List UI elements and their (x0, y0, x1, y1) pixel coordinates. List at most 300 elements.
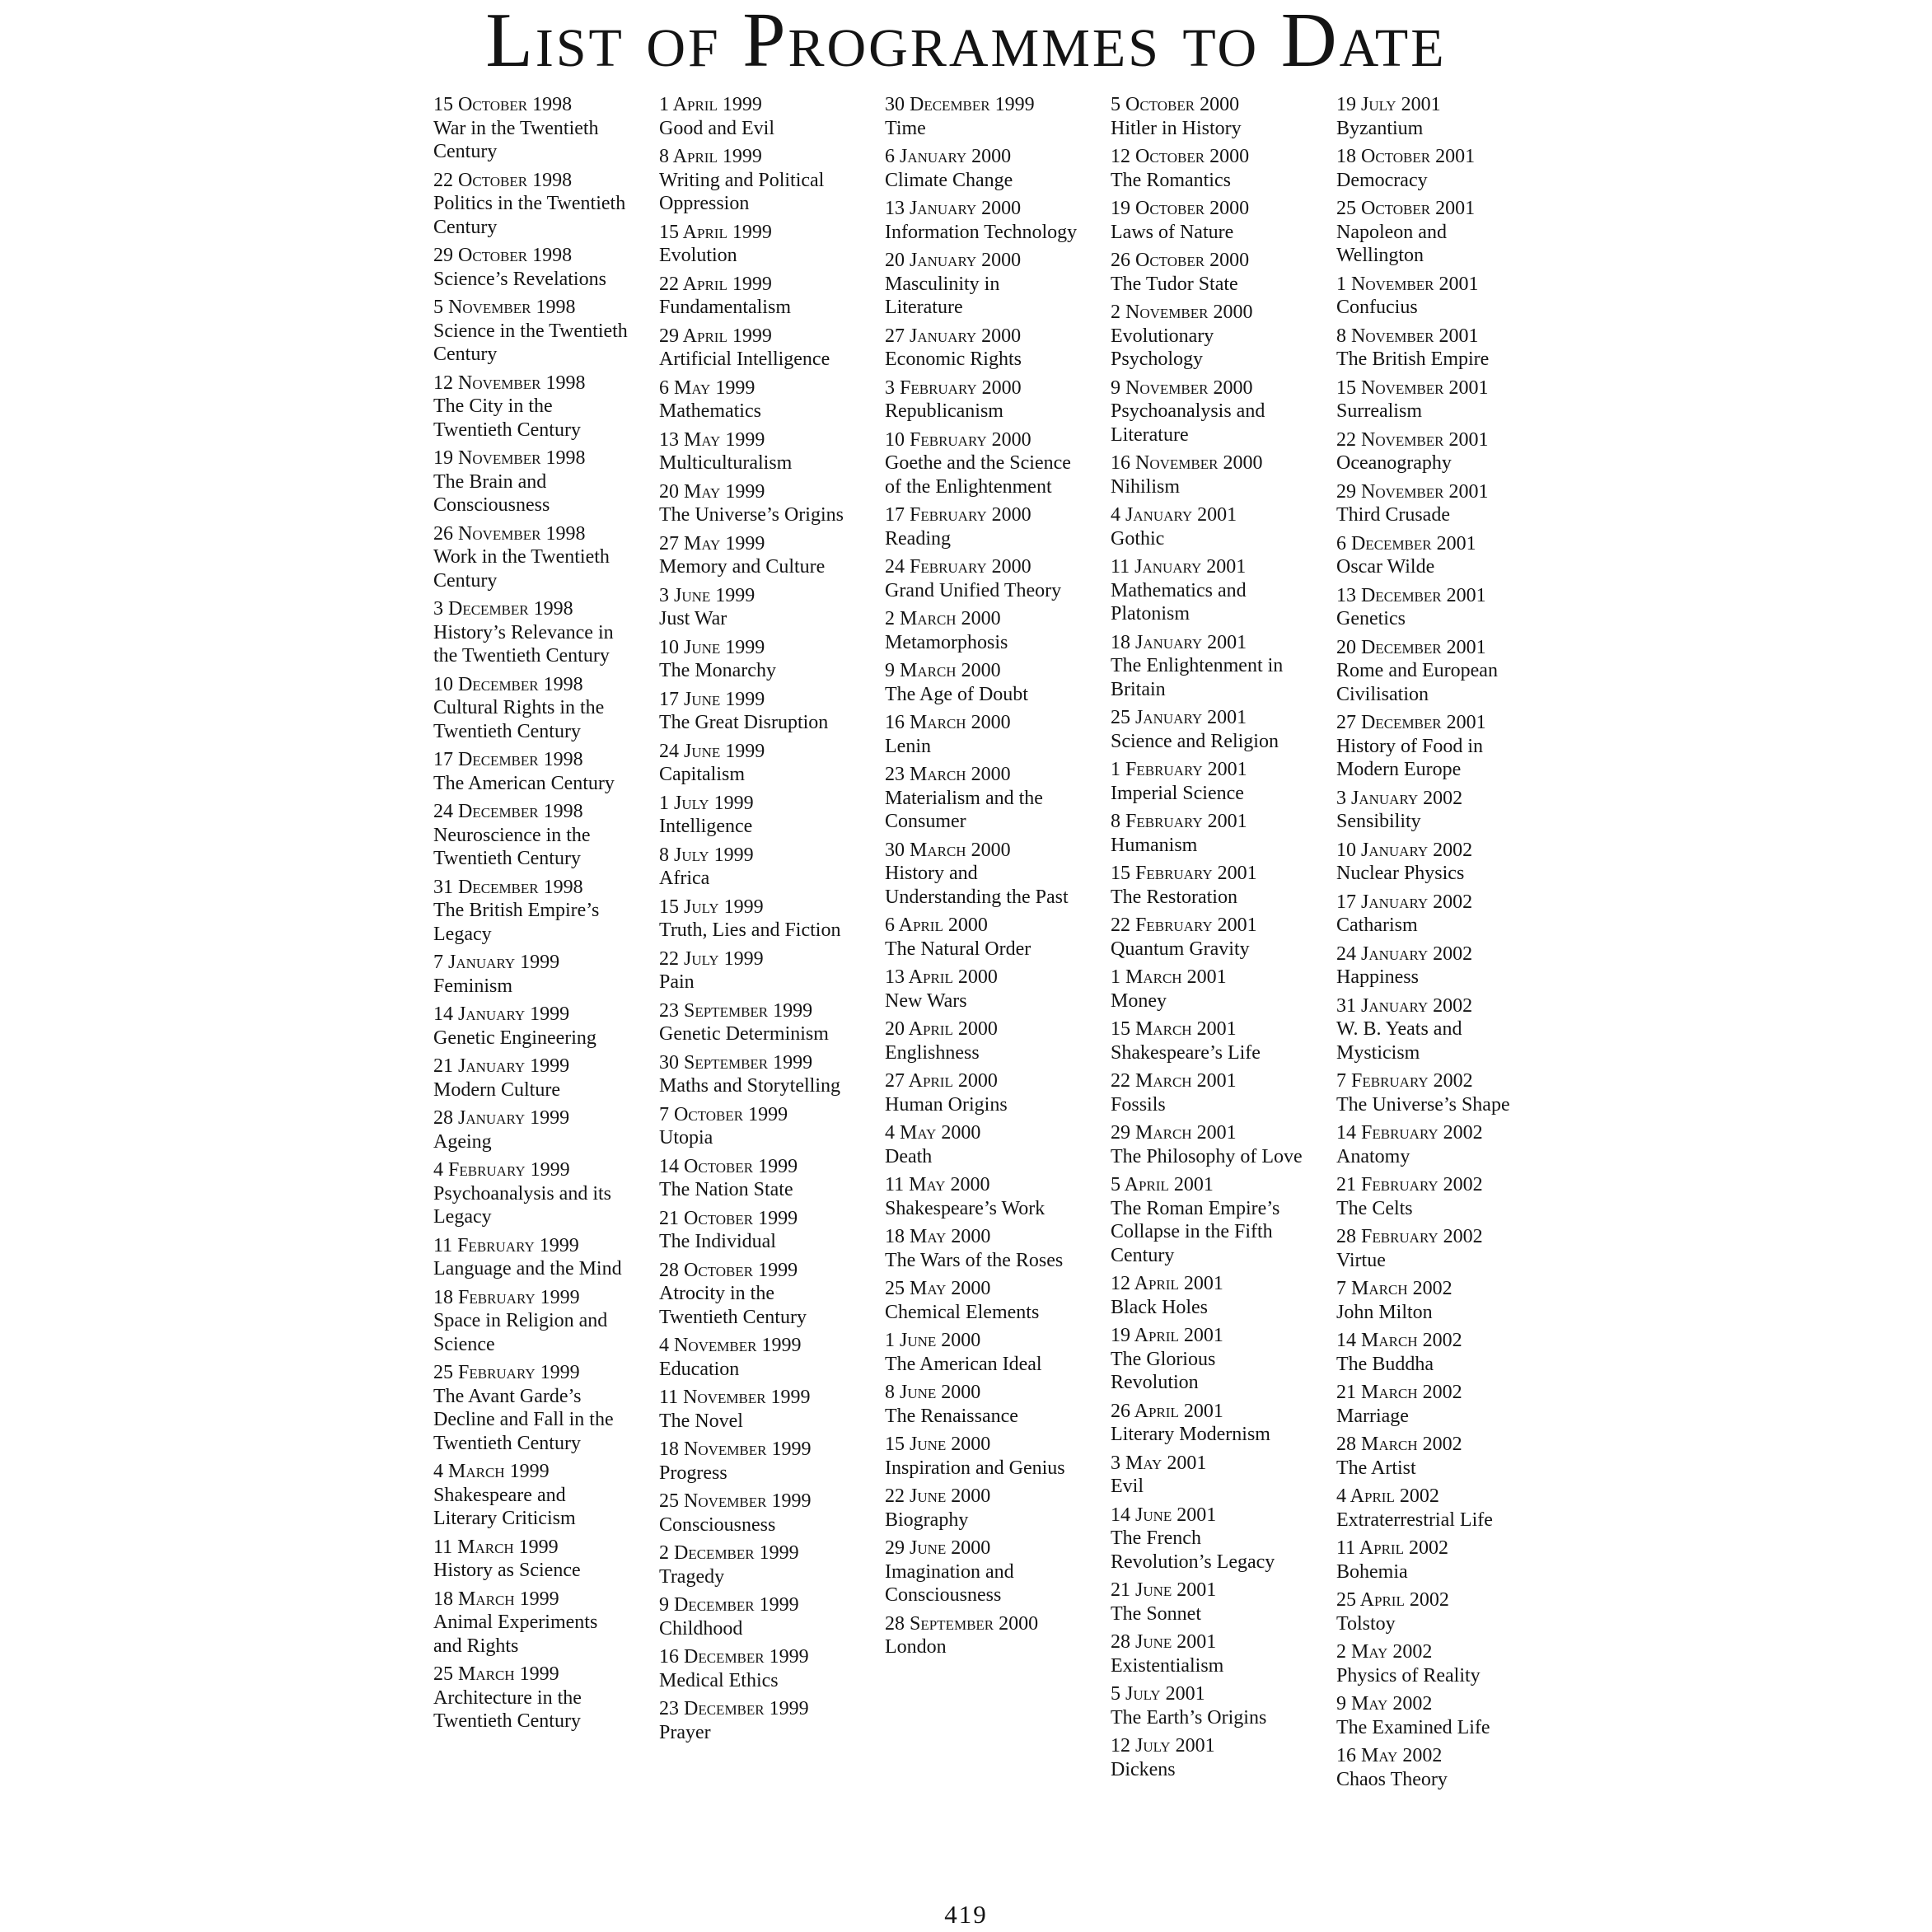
programme-date: 16 May 2002 (1336, 1745, 1443, 1766)
programme-topic: Biography (885, 1509, 969, 1531)
programme-topic: Masculinity in Literature (885, 273, 1000, 318)
programme-entry (433, 372, 659, 442)
programme-entry (1336, 711, 1562, 782)
programme-entry (1111, 301, 1336, 372)
programme-entry (433, 1234, 659, 1281)
programme-topic: Reading (885, 527, 951, 550)
programme-date: 15 April 1999 (659, 221, 772, 243)
programme-date: 11 February 1999 (433, 1234, 579, 1256)
programme-entry (885, 503, 1111, 550)
programme-date: 26 November 1998 (433, 522, 586, 545)
programme-date: 11 April 2002 (1336, 1537, 1448, 1559)
programme-entry (1336, 1433, 1562, 1480)
programme-entry (433, 1158, 659, 1229)
programme-entry (1111, 249, 1336, 296)
programme-topic: Utopia (659, 1127, 713, 1148)
programme-date: 5 November 1998 (433, 297, 576, 318)
programme-date: 30 March 2000 (885, 839, 1011, 861)
programme-topic: Happiness (1336, 966, 1419, 988)
programme-topic: Feminism (433, 975, 513, 997)
programme-entry (885, 659, 1111, 706)
programme-entry (659, 1438, 885, 1485)
programme-topic: New Wars (885, 989, 967, 1012)
programme-topic: Genetics (1336, 608, 1406, 629)
programme-date: 8 November 2001 (1336, 325, 1479, 347)
programme-date: 22 February 2001 (1111, 915, 1257, 936)
programme-entry (1111, 451, 1336, 498)
programme-topic: Evolution (659, 245, 737, 266)
programme-entry (885, 1433, 1111, 1480)
programme-date: 15 March 2001 (1111, 1018, 1237, 1040)
programme-date: 16 December 1999 (659, 1646, 809, 1668)
programme-date: 10 February 2000 (885, 428, 1031, 451)
programme-entry (1336, 1069, 1562, 1116)
programme-entry (1336, 197, 1562, 268)
programme-entry (1111, 1504, 1336, 1574)
programme-entry (885, 1017, 1111, 1064)
programme-entry (659, 221, 885, 268)
programme-entry (659, 1207, 885, 1254)
programme-entry (659, 145, 885, 216)
programme-topic: Nihilism (1111, 475, 1181, 498)
programme-date: 12 November 1998 (433, 372, 586, 394)
programme-date: 22 March 2001 (1111, 1070, 1237, 1092)
programme-entry (433, 522, 659, 593)
programme-topic: Economic Rights (885, 349, 1022, 370)
programme-entry (433, 1055, 659, 1102)
programme-entry (1336, 1329, 1562, 1376)
programme-entry (885, 93, 1111, 140)
programme-date: 17 February 2000 (885, 504, 1031, 526)
programme-date: 23 December 1999 (659, 1698, 809, 1719)
programme-date: 21 October 1999 (659, 1207, 798, 1229)
programme-topic: Imagination and Consciousness (885, 1560, 1014, 1606)
programme-date: 24 January 2002 (1336, 943, 1473, 965)
programme-date: 14 October 1999 (659, 1155, 798, 1177)
programme-date: 10 June 1999 (659, 636, 765, 658)
programme-date: 15 June 2000 (885, 1434, 991, 1455)
programme-topic: Existentialism (1111, 1654, 1224, 1677)
programme-topic: Chemical Elements (885, 1301, 1040, 1323)
programme-date: 8 June 2000 (885, 1382, 981, 1403)
programme-date: 21 February 2002 (1336, 1174, 1483, 1195)
programme-topic: Goethe and the Science of the Enlightenment (885, 452, 1071, 498)
programme-entry (659, 636, 885, 683)
programme-topic: Work in the Twentieth Century (433, 546, 610, 592)
programme-topic: The Examined Life (1336, 1716, 1490, 1738)
programme-entry (885, 1612, 1111, 1659)
programme-topic: Genetic Determinism (659, 1023, 829, 1045)
programme-topic: W. B. Yeats and Mysticism (1336, 1018, 1462, 1064)
programme-date: 25 November 1999 (659, 1490, 812, 1512)
programme-entry (433, 597, 659, 668)
programme-topic: Imperial Science (1111, 782, 1244, 804)
programme-date: 24 February 2000 (885, 556, 1031, 578)
programme-date: 30 September 1999 (659, 1051, 813, 1074)
programme-date: 1 July 1999 (659, 792, 754, 814)
programme-topic: Englishness (885, 1041, 980, 1064)
programme-topic: The Enlightenment in Britain (1111, 655, 1284, 700)
programme-date: 4 May 2000 (885, 1122, 981, 1144)
programme-date: 17 December 1998 (433, 749, 583, 770)
programme-entry (659, 93, 885, 140)
programme-date: 7 October 1999 (659, 1103, 788, 1125)
programme-entry (659, 844, 885, 891)
programme-entry (1111, 1734, 1336, 1781)
programme-entry (433, 1663, 659, 1733)
programme-entry (433, 800, 659, 871)
programme-entry (1111, 377, 1336, 447)
programme-topic: Oceanography (1336, 452, 1452, 474)
programme-entry (885, 249, 1111, 320)
programme-date: 11 January 2001 (1111, 556, 1247, 578)
programme-topic: Psychoanalysis and its Legacy (433, 1182, 611, 1228)
programme-date: 4 March 1999 (433, 1461, 550, 1482)
programme-date: 21 January 1999 (433, 1055, 570, 1077)
programme-topic: Science and Religion (1111, 730, 1279, 752)
programme-date: 25 March 1999 (433, 1663, 559, 1685)
programme-entry (1336, 325, 1562, 372)
programme-date: 13 December 2001 (1336, 584, 1486, 606)
programme-date: 12 April 2001 (1111, 1273, 1223, 1294)
programme-entry (1111, 1017, 1336, 1064)
programme-date: 9 November 2000 (1111, 377, 1253, 399)
programme-entry (433, 296, 659, 367)
programme-topic: Politics in the Twentieth Century (433, 193, 626, 238)
programme-topic: Oscar Wilde (1336, 556, 1435, 578)
programme-topic: Lenin (885, 735, 931, 757)
programme-topic: The Avant Garde’s Decline and Fall in the Twentieth Century (433, 1385, 614, 1454)
programme-topic: The Great Disruption (659, 712, 829, 733)
programme-date: 4 February 1999 (433, 1159, 570, 1181)
programme-entry (1336, 1744, 1562, 1791)
programme-topic: The British Empire’s Legacy (433, 900, 600, 945)
programme-topic: The Age of Doubt (885, 683, 1028, 705)
programme-topic: Literary Modernism (1111, 1424, 1270, 1445)
programme-entry (1336, 891, 1562, 938)
programme-entry (1336, 839, 1562, 886)
programme-entry (659, 1334, 885, 1381)
programme-entry (659, 377, 885, 423)
programme-topic: Surrealism (1336, 400, 1422, 422)
programme-entry (1336, 787, 1562, 834)
programme-date: 3 May 2001 (1111, 1452, 1207, 1474)
programme-date: 12 July 2001 (1111, 1735, 1215, 1757)
programme-date: 19 October 2000 (1111, 198, 1250, 219)
programme-date: 24 June 1999 (659, 740, 765, 762)
programme-entry (885, 1485, 1111, 1532)
programme-date: 2 December 1999 (659, 1542, 799, 1564)
programme-topic: Childhood (659, 1617, 743, 1640)
programme-topic: Death (885, 1145, 933, 1167)
programme-topic: Time (885, 117, 926, 139)
programme-topic: Science’s Revelations (433, 268, 606, 290)
programme-entry (885, 1225, 1111, 1272)
programme-topic: Catharism (1336, 915, 1418, 936)
programme-date: 4 January 2001 (1111, 504, 1237, 526)
programme-entry (433, 748, 659, 795)
programme-entry (433, 1460, 659, 1531)
programme-date: 13 May 1999 (659, 428, 765, 451)
programme-date: 23 September 1999 (659, 999, 813, 1022)
programme-date: 11 May 2000 (885, 1174, 990, 1195)
programme-entry (1111, 1324, 1336, 1395)
programme-topic: Human Origins (885, 1093, 1008, 1116)
programme-entry (885, 1121, 1111, 1168)
programme-entry (1336, 584, 1562, 631)
programme-date: 5 April 2001 (1111, 1174, 1214, 1195)
programme-entry (1111, 93, 1336, 140)
programme-topic: Cultural Rights in the Twentieth Century (433, 697, 605, 742)
programme-entry (1111, 1173, 1336, 1267)
programme-date: 31 December 1998 (433, 876, 583, 898)
programme-entry (885, 555, 1111, 602)
programme-topic: Anatomy (1336, 1145, 1410, 1167)
programme-entry (433, 1361, 659, 1455)
programme-topic: The Renaissance (885, 1405, 1018, 1427)
programme-date: 29 November 2001 (1336, 480, 1489, 503)
programme-date: 18 May 2000 (885, 1226, 991, 1247)
programme-date: 9 May 2002 (1336, 1693, 1433, 1714)
programme-topic: The City in the Twentieth Century (433, 395, 581, 441)
programme-topic: London (885, 1636, 947, 1658)
programme-entry (885, 966, 1111, 1013)
programme-entry (659, 1051, 885, 1098)
programme-date: 3 February 2000 (885, 377, 1022, 399)
programme-topic: Genetic Engineering (433, 1027, 596, 1049)
programme-topic: Fundamentalism (659, 297, 791, 318)
programme-date: 15 November 2001 (1336, 377, 1489, 399)
programme-topic: History as Science (433, 1560, 581, 1581)
programme-topic: Modern Culture (433, 1078, 560, 1101)
programme-date: 2 March 2000 (885, 608, 1001, 629)
programme-topic: Dickens (1111, 1758, 1176, 1780)
programme-topic: The Buddha (1336, 1353, 1434, 1375)
programme-entry (1336, 636, 1562, 707)
programme-entry (1111, 862, 1336, 909)
programme-column-2 (659, 93, 885, 1796)
programme-topic: Evil (1111, 1476, 1144, 1497)
programme-topic: Maths and Storytelling (659, 1075, 840, 1097)
programme-entry (885, 1381, 1111, 1428)
programme-date: 20 April 2000 (885, 1018, 998, 1040)
programme-date: 19 July 2001 (1336, 94, 1441, 115)
programme-entry (659, 947, 885, 994)
programme-entry (1336, 93, 1562, 140)
programme-date: 28 September 2000 (885, 1612, 1039, 1635)
programme-entry (1336, 145, 1562, 192)
programme-entry (1336, 532, 1562, 579)
programme-topic: The Individual (659, 1231, 776, 1252)
programme-entry (1336, 1485, 1562, 1532)
programme-topic: Space in Religion and Science (433, 1310, 608, 1355)
programme-topic: Just War (659, 608, 727, 629)
programme-topic: The Universe’s Origins (659, 504, 844, 526)
programme-topic: Bohemia (1336, 1560, 1408, 1583)
programme-topic: War in the Twentieth Century (433, 117, 599, 162)
programme-date: 14 January 1999 (433, 1003, 570, 1025)
programme-topic: Tragedy (659, 1565, 725, 1588)
programme-topic: Good and Evil (659, 117, 774, 139)
page-title: List of Programmes to Date (485, 0, 1447, 83)
programme-topic: Capitalism (659, 764, 745, 785)
programme-entry (1111, 1069, 1336, 1116)
programme-entry (659, 1259, 885, 1330)
programme-topic: The French Revolution’s Legacy (1111, 1527, 1275, 1573)
programme-topic: Language and the Mind (433, 1258, 622, 1279)
programme-date: 3 January 2002 (1336, 787, 1463, 809)
programme-date: 6 May 1999 (659, 377, 755, 399)
programme-date: 27 April 2000 (885, 1070, 998, 1092)
programme-column-4 (1111, 93, 1336, 1796)
programme-entry (659, 1103, 885, 1150)
programme-entry (885, 197, 1111, 244)
programme-date: 2 May 2002 (1336, 1641, 1433, 1663)
programme-entry (433, 1003, 659, 1050)
programme-topic: The Restoration (1111, 886, 1237, 908)
programme-topic: Shakespeare’s Work (885, 1197, 1046, 1219)
programme-topic: Marriage (1336, 1405, 1409, 1427)
programme-entry (659, 1386, 885, 1433)
programme-entry (1111, 555, 1336, 626)
programme-topic: The Tudor State (1111, 273, 1238, 295)
programme-topic: History of Food in Modern Europe (1336, 735, 1484, 780)
programme-entry (659, 740, 885, 787)
programme-column-1 (433, 93, 659, 1796)
programme-date: 18 October 2001 (1336, 146, 1476, 167)
programme-date: 17 June 1999 (659, 688, 765, 710)
programme-entry (1111, 503, 1336, 550)
programme-date: 4 April 2002 (1336, 1485, 1439, 1507)
programme-entry (659, 273, 885, 320)
programme-topic: Laws of Nature (1111, 221, 1234, 243)
programme-entry (1111, 1272, 1336, 1319)
programme-topic: The Brain and Consciousness (433, 470, 550, 516)
programme-entry (885, 145, 1111, 192)
programme-topic: The Novel (659, 1410, 743, 1432)
programme-topic: Climate Change (885, 169, 1013, 191)
programme-date: 25 April 2002 (1336, 1589, 1449, 1611)
programme-entry (433, 93, 659, 164)
programme-date: 6 December 2001 (1336, 532, 1476, 554)
programme-date: 15 February 2001 (1111, 863, 1257, 884)
programme-entry (1336, 480, 1562, 527)
programme-topic: Metamorphosis (885, 631, 1008, 653)
programme-entry (433, 1106, 659, 1153)
programme-entry (659, 325, 885, 372)
programme-topic: The British Empire (1336, 349, 1490, 370)
programme-topic: Shakespeare and Literary Criticism (433, 1484, 576, 1529)
programme-date: 1 November 2001 (1336, 273, 1479, 295)
programme-date: 7 January 1999 (433, 952, 560, 973)
programme-date: 20 May 1999 (659, 480, 765, 503)
programme-topic: The Wars of the Roses (885, 1249, 1064, 1271)
programme-entry (885, 711, 1111, 758)
programme-date: 22 April 1999 (659, 273, 772, 295)
programme-topic: Evolutionary Psychology (1111, 325, 1214, 370)
programme-topic: The Artist (1336, 1457, 1416, 1479)
programme-date: 7 February 2002 (1336, 1070, 1473, 1092)
programme-entry (659, 1697, 885, 1744)
programme-entry (1111, 758, 1336, 805)
programme-entry (659, 428, 885, 475)
programme-date: 23 March 2000 (885, 764, 1011, 785)
programme-topic: Physics of Reality (1336, 1664, 1481, 1686)
programme-date: 8 July 1999 (659, 844, 754, 866)
programme-topic: The Glorious Revolution (1111, 1348, 1216, 1393)
programme-topic: Information Technology (885, 221, 1078, 243)
programme-topic: Republicanism (885, 400, 1003, 422)
programme-topic: The Natural Order (885, 938, 1031, 960)
programme-date: 28 October 1999 (659, 1259, 798, 1281)
programme-date: 28 February 2002 (1336, 1226, 1483, 1247)
programme-entry (659, 1155, 885, 1202)
programme-topic: Medical Ethics (659, 1669, 779, 1691)
programme-topic: Extraterrestrial Life (1336, 1509, 1493, 1531)
programme-topic: Fossils (1111, 1093, 1166, 1116)
programme-topic: Writing and Political Oppression (659, 169, 825, 214)
programme-topic: The Universe’s Shape (1336, 1093, 1510, 1116)
programme-entry (1111, 1452, 1336, 1499)
programme-topic: Black Holes (1111, 1296, 1208, 1318)
programme-date: 12 October 2000 (1111, 146, 1250, 167)
programme-date: 5 July 2001 (1111, 1683, 1205, 1705)
programme-entry (1336, 1277, 1562, 1324)
programme-entry (1336, 1225, 1562, 1272)
programme-entry (1111, 706, 1336, 753)
programme-entry (659, 999, 885, 1046)
programme-topic: Truth, Lies and Fiction (659, 919, 841, 941)
programme-entry (885, 607, 1111, 654)
programme-topic: The Philosophy of Love (1111, 1145, 1303, 1167)
programme-entry (659, 480, 885, 527)
programme-entry (1336, 1537, 1562, 1583)
programme-date: 18 March 1999 (433, 1588, 559, 1610)
programme-entry (885, 428, 1111, 499)
programme-date: 24 December 1998 (433, 801, 583, 822)
programme-date: 8 February 2001 (1111, 811, 1247, 832)
programme-date: 13 April 2000 (885, 966, 998, 988)
programme-date: 11 March 1999 (433, 1536, 559, 1558)
programme-list (433, 93, 1562, 1796)
programme-date: 16 November 2000 (1111, 452, 1263, 474)
programme-entry (1336, 1381, 1562, 1428)
programme-topic: The Roman Empire’s Collapse in the Fifth Century (1111, 1197, 1280, 1266)
programme-entry (885, 1069, 1111, 1116)
programme-topic: Prayer (659, 1721, 711, 1743)
programme-date: 6 April 2000 (885, 915, 988, 936)
programme-entry (1336, 994, 1562, 1065)
programme-topic: The Celts (1336, 1197, 1413, 1219)
programme-date: 4 November 1999 (659, 1335, 802, 1356)
programme-date: 1 June 2000 (885, 1330, 981, 1351)
programme-topic: Money (1111, 989, 1167, 1012)
programme-entry (1111, 145, 1336, 192)
page-number: 419 (944, 1900, 988, 1929)
programme-date: 29 June 2000 (885, 1537, 991, 1559)
programme-topic: Humanism (1111, 834, 1198, 856)
programme-date: 25 February 1999 (433, 1362, 580, 1383)
programme-date: 29 March 2001 (1111, 1122, 1237, 1144)
programme-date: 9 March 2000 (885, 660, 1001, 681)
programme-topic: The Monarchy (659, 660, 776, 681)
programme-date: 26 October 2000 (1111, 250, 1250, 271)
programme-date: 29 April 1999 (659, 325, 772, 347)
programme-date: 22 November 2001 (1336, 428, 1489, 451)
programme-date: 18 November 1999 (659, 1438, 812, 1460)
programme-topic: Nuclear Physics (1336, 863, 1465, 884)
programme-date: 1 March 2001 (1111, 966, 1227, 988)
